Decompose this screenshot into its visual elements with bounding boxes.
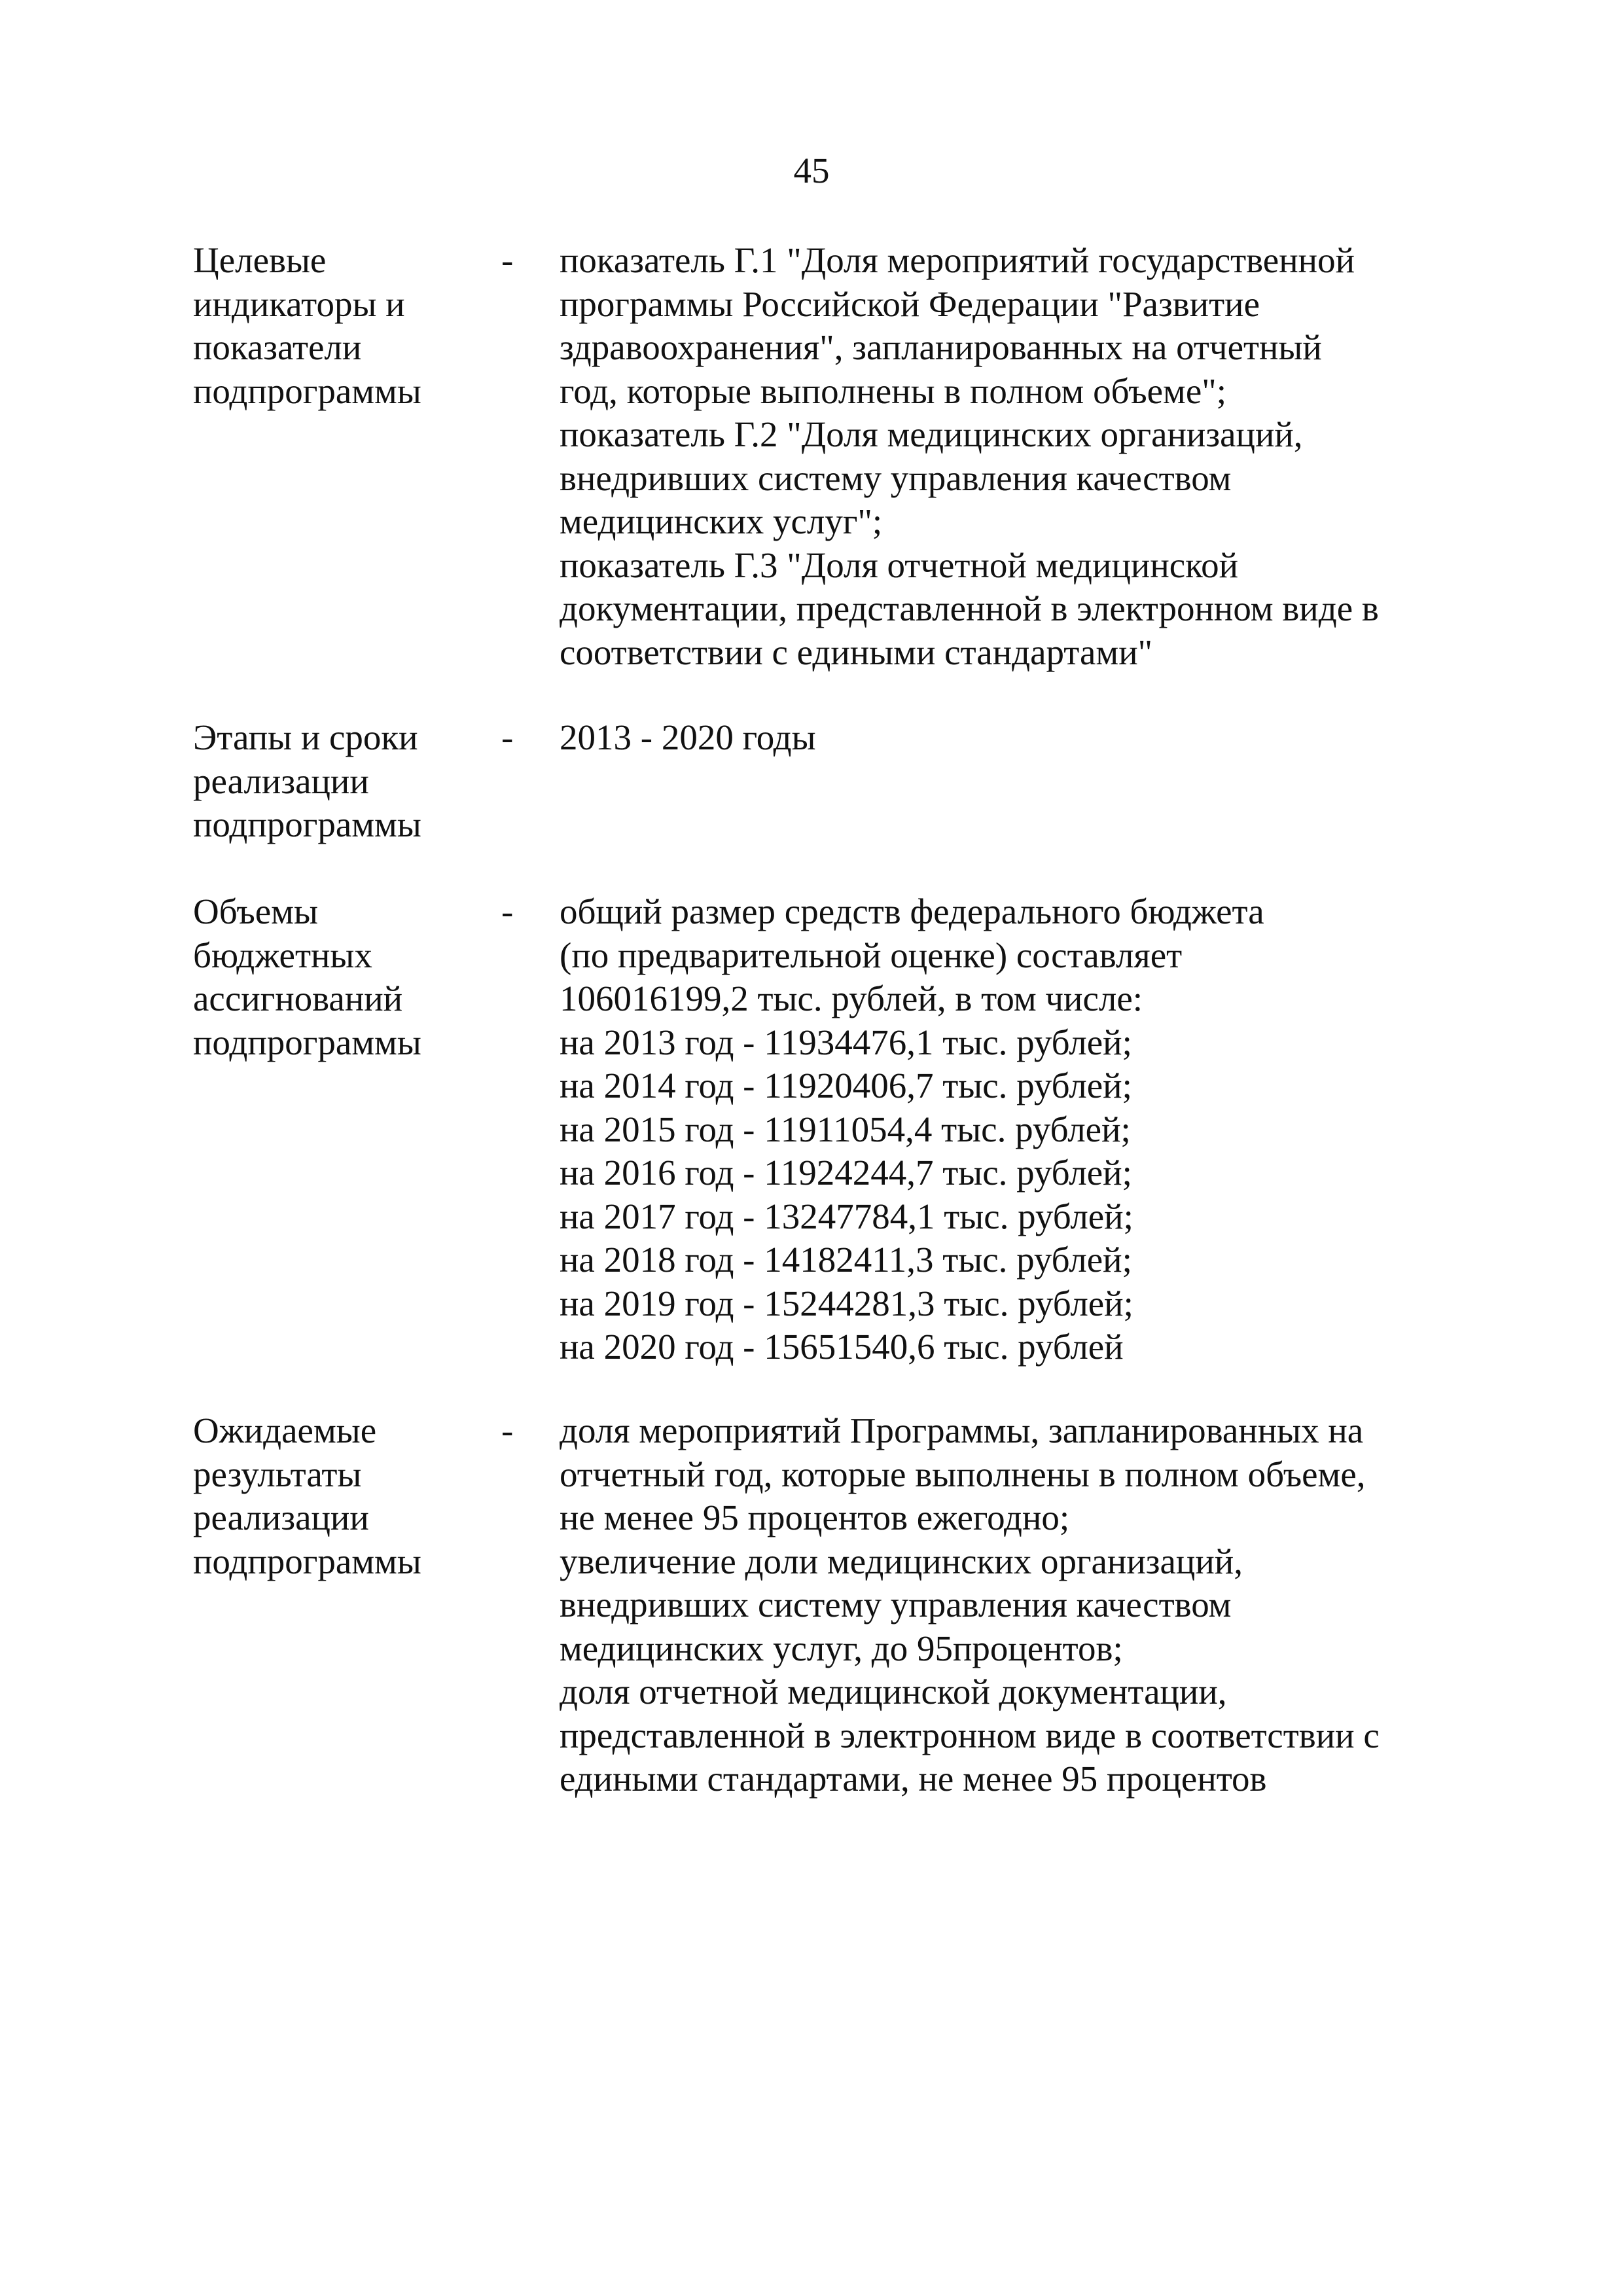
label-line: реализации: [193, 1498, 369, 1537]
content-line: едиными стандартами, не менее 95 процентов: [560, 1759, 1267, 1799]
section-content: [560, 716, 1476, 760]
section-content: [560, 239, 1476, 674]
label-line: Этапы и сроки: [193, 717, 418, 757]
content-line: на 2016 год - 11924244,7 тыс. рублей;: [560, 1153, 1132, 1193]
content-line: отчетный год, которые выполнены в полном объеме,: [560, 1454, 1366, 1494]
content-line: на 2015 год - 11911054,4 тыс. рублей;: [560, 1109, 1131, 1149]
content-line: внедривших систему управления качеством: [560, 1585, 1232, 1624]
label-line: бюджетных: [193, 935, 372, 975]
content-line: соответствии с едиными стандартами": [560, 632, 1153, 672]
content-line: доля отчетной медицинской документации,: [560, 1672, 1227, 1712]
content-line: на 2017 год - 13247784,1 тыс. рублей;: [560, 1196, 1133, 1236]
section-dash: -: [501, 717, 514, 757]
label-line: подпрограммы: [193, 804, 421, 844]
content-line: документации, представленной в электронном виде в: [560, 588, 1379, 628]
content-line: увеличение доли медицинских организаций,: [560, 1541, 1243, 1581]
content-line: не менее 95 процентов ежегодно;: [560, 1498, 1070, 1537]
content-line: на 2019 год - 15244281,3 тыс. рублей;: [560, 1283, 1133, 1323]
content-line: 106016199,2 тыс. рублей, в том числе:: [560, 978, 1143, 1018]
content-line: внедривших систему управления качеством: [560, 457, 1232, 498]
content-line: на 2014 год - 11920406,7 тыс. рублей;: [560, 1066, 1132, 1105]
content-line: медицинских услуг, до 95процентов;: [560, 1628, 1123, 1668]
section-dash: -: [501, 891, 514, 931]
content-line: показатель Г.2 "Доля медицинских организаций,: [560, 414, 1303, 454]
content-line: на 2018 год - 14182411,3 тыс. рублей;: [560, 1240, 1132, 1280]
section-dash: -: [501, 240, 514, 280]
section-label: [193, 239, 468, 413]
label-line: реализации: [193, 761, 369, 801]
content-line: показатель Г.3 "Доля отчетной медицинской: [560, 545, 1239, 585]
label-line: ассигнований: [193, 978, 403, 1018]
content-line: медицинских услуг";: [560, 501, 883, 541]
label-line: подпрограммы: [193, 370, 421, 411]
label-line: Ожидаемые: [193, 1410, 377, 1450]
section-label: [193, 716, 468, 847]
content-line: представленной в электронном виде в соответствии с: [560, 1715, 1380, 1755]
label-line: Объемы: [193, 891, 318, 931]
label-line: результаты: [193, 1454, 362, 1494]
label-line: показатели: [193, 327, 362, 367]
content-line: (по предварительной оценке) составляет: [560, 935, 1183, 975]
content-line: здравоохранения", запланированных на отчетный: [560, 327, 1322, 367]
section-content: [560, 890, 1476, 1369]
section-content: [560, 1409, 1476, 1801]
page-number: 45: [793, 151, 830, 190]
content-line: показатель Г.1 "Доля мероприятий государственной: [560, 240, 1355, 280]
label-line: индикаторы и: [193, 283, 405, 324]
content-line: год, которые выполнены в полном объеме";: [560, 370, 1227, 411]
content-line: на 2020 год - 15651540,6 тыс. рублей: [560, 1327, 1124, 1367]
section-label: [193, 890, 468, 1064]
content-line: на 2013 год - 11934476,1 тыс. рублей;: [560, 1022, 1132, 1062]
content-line: доля мероприятий Программы, запланированных на: [560, 1410, 1364, 1450]
content-line: общий размер средств федерального бюджета: [560, 891, 1264, 931]
section-label: [193, 1409, 468, 1583]
content-line: 2013 - 2020 годы: [560, 717, 816, 757]
label-line: подпрограммы: [193, 1022, 421, 1062]
content-line: программы Российской Федерации "Развитие: [560, 283, 1260, 324]
section-dash: -: [501, 1410, 514, 1450]
label-line: Целевые: [193, 240, 327, 280]
label-line: подпрограммы: [193, 1541, 421, 1581]
